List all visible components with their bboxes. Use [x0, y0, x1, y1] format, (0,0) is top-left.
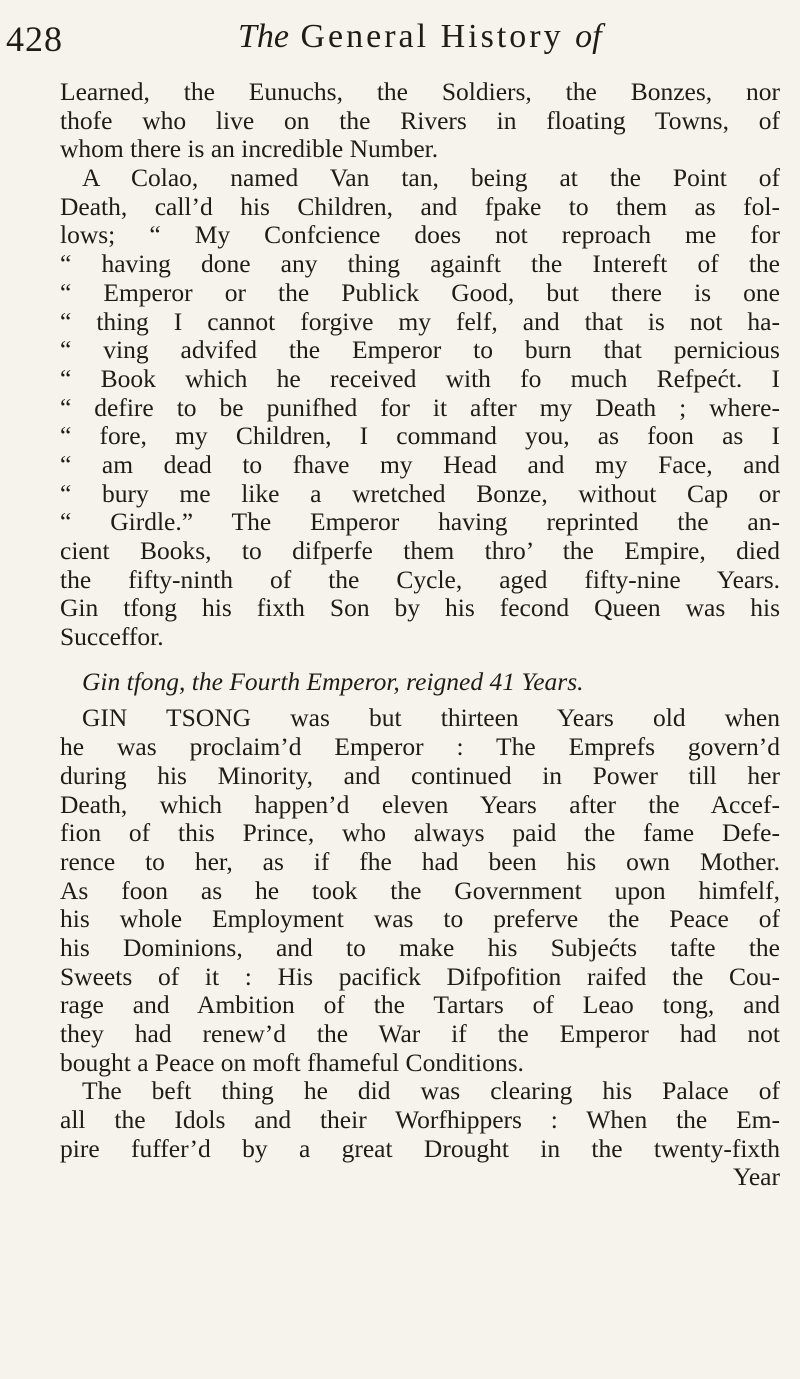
text-line: thofe who live on the Rivers in floating Towns, of — [60, 105, 780, 135]
text-line: the fifty-ninth of the Cycle, aged fifty-nine Years. — [60, 564, 780, 594]
page-header — [0, 16, 800, 76]
text-line: “ Girdle.” The Emperor having reprinted the an- — [60, 507, 780, 537]
text-line: Sweets of it : His pacifick Difpofition raifed the Cou- — [60, 961, 780, 991]
running-title — [238, 18, 602, 56]
text-line: Learned, the Eunuchs, the Soldiers, the Bonzes, nor — [60, 77, 780, 106]
paragraph-4 — [60, 1077, 780, 1192]
running-title-suffix: of — [575, 18, 602, 55]
text-line: The beft thing he did was clearing his Palace of — [82, 1076, 780, 1106]
text-line: all the Idols and their Worfhippers : When the Em- — [60, 1105, 780, 1135]
text-line: his whole Employment was to preferve the Peace of — [60, 904, 780, 934]
text-line: Death, which happen’d eleven Years after the Accef- — [60, 789, 780, 819]
text-line: rence to her, as if fhe had been his own Mother. — [60, 846, 780, 876]
text-line: “ am dead to fhave my Head and my Face, and — [60, 449, 780, 479]
text-line: “ Emperor or the Publick Good, but there is one — [60, 277, 780, 307]
text-line: during his Minority, and continued in Power till her — [60, 760, 780, 790]
catchword: Year — [733, 1162, 780, 1192]
text-line: A Colao, named Van tan, being at the Point of — [82, 163, 780, 193]
page-number: 428 — [6, 19, 63, 59]
text-line: whom there is an incredible Number. — [60, 134, 439, 164]
running-title-main: General History — [300, 18, 564, 55]
paragraph-2 — [60, 164, 780, 652]
text-line: “ bury me like a wretched Bonze, without Cap or — [60, 478, 780, 508]
text-line: he was proclaim’d Emperor : The Emprefs govern’d — [60, 732, 780, 762]
text-line: “ Book which he received with fo much Refpećt. I — [60, 363, 780, 393]
paragraph-3 — [60, 704, 780, 1077]
text-line: bought a Peace on moft fhameful Conditions. — [60, 1047, 524, 1077]
text-line: As foon as he took the Government upon himfelf, — [60, 875, 780, 905]
text-line: they had renew’d the War if the Emperor had not — [60, 1019, 780, 1048]
text-line: rage and Ambition of the Tartars of Leao tong, and — [60, 990, 780, 1020]
text-line: “ defire to be punifhed for it after my Death ; where- — [60, 392, 780, 422]
section-heading-text: Gin tfong, the Fourth Emperor, reigned 41 Years. — [82, 666, 584, 696]
text-line: Death, call’d his Children, and fpake to them as fol- — [60, 191, 780, 221]
text-line: “ having done any thing againft the Intereft of the — [60, 249, 780, 279]
text-line: “ ving advifed the Emperor to burn that pernicious — [60, 335, 780, 365]
text-line: Gin tfong his fixth Son by his fecond Queen was his — [60, 593, 780, 623]
text-line: cient Books, to difperfe them thro’ the Empire, died — [60, 536, 780, 565]
text-line: Succeffor. — [60, 622, 164, 652]
text-line: his Dominions, and to make his Subjećts tafte the — [60, 932, 780, 962]
text-line: lows; “ My Confcience does not reproach me for — [60, 220, 780, 250]
text-line: fion of this Prince, who always paid the fame Defe- — [60, 818, 780, 848]
text-line: pire fuffer’d by a great Drought in the twenty-fixth — [60, 1133, 780, 1163]
spacer — [60, 652, 780, 668]
text-line: “ fore, my Children, I command you, as foon as I — [60, 421, 780, 451]
paragraph-1 — [60, 78, 780, 164]
text-line: GIN TSONG was but thirteen Years old when — [82, 703, 780, 733]
section-heading — [60, 668, 780, 697]
text-line: “ thing I cannot forgive my felf, and that is not ha- — [60, 306, 780, 336]
body-text — [60, 78, 780, 1192]
running-title-prefix: The — [238, 18, 289, 55]
